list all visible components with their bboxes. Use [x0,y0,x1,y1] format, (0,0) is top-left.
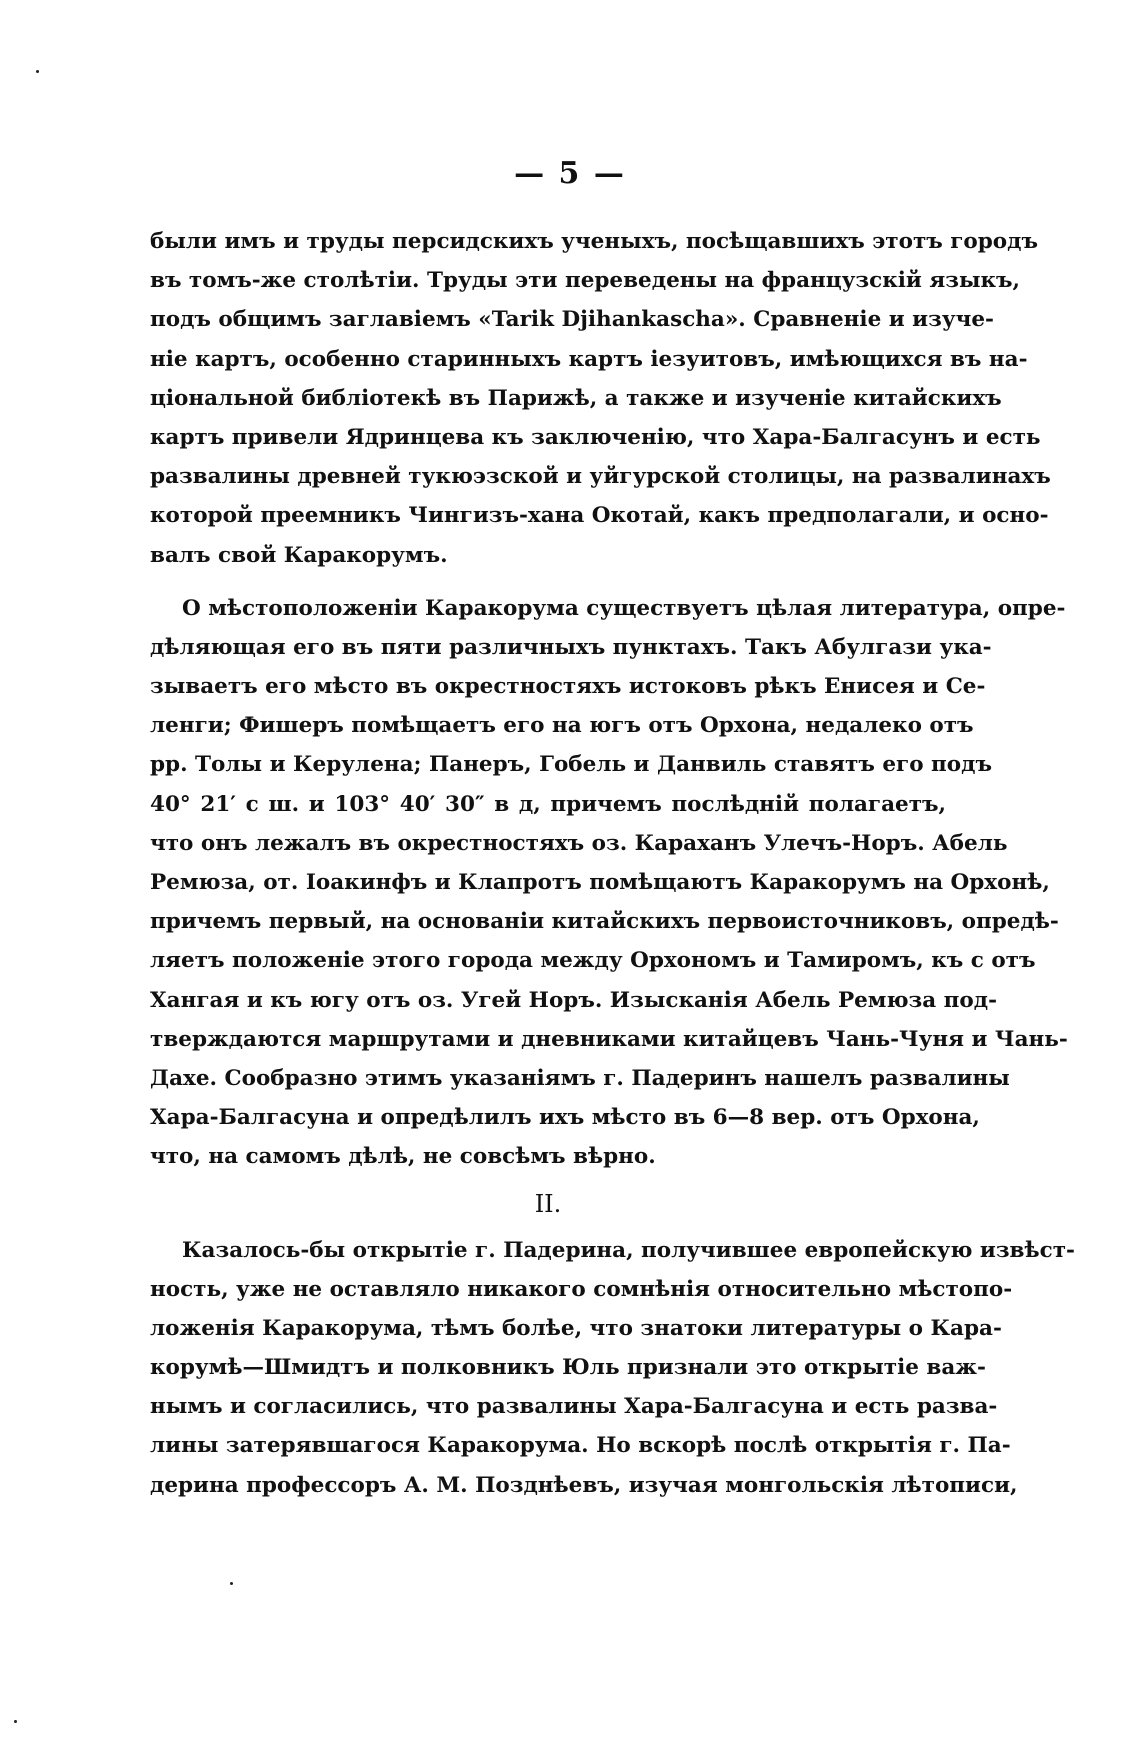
text-line: были имъ и труды персидскихъ ученыхъ, посѣщавшихъ этотъ городъ [150,229,1038,254]
text-line: ніе картъ, особенно старинныхъ картъ іезуитовъ, имѣющихся въ на- [150,346,1028,372]
text-line: дерина профессоръ А. М. Позднѣевъ, изучая монгольскія лѣтописи, [150,1472,1018,1498]
paragraph-3 [150,1231,1075,1505]
text-line: ціональной библіотекѣ въ Парижѣ, а также и изученіе китайскихъ [150,385,1002,411]
text-line: развалины древней тукюэзской и уйгурской столицы, на развалинахъ [150,464,1051,490]
text-line: Казалось-бы открытіе г. Падерина, получившее европейскую извѣст- [182,1237,1075,1263]
text-line: что онъ лежалъ въ окрестностяхъ оз. Караханъ Улечъ-Норъ. Абель [150,830,1008,856]
text-line: Ремюза, от. Іоакинфъ и Клапротъ помѣщаютъ Каракорумъ на Орхонѣ, [150,870,1050,895]
text-line: Дахе. Сообразно этимъ указаніямъ г. Падеринъ нашелъ развалины [150,1065,1010,1091]
paragraph-2 [150,589,1068,1177]
text-line: О мѣстоположеніи Каракорума существуетъ цѣлая литература, опре- [182,595,1066,621]
text-line: тверждаются маршрутами и дневниками китайцевъ Чань-Чуня и Чань- [150,1026,1068,1052]
text-line: дѣляющая его въ пяти различныхъ пунктахъ. Такъ Абулгази ука- [150,634,992,660]
scan-speck [14,1720,17,1723]
text-line: корумѣ—Шмидтъ и полковникъ Юль признали это открытіе важ- [150,1355,986,1381]
text-line: зываетъ его мѣсто въ окрестностяхъ истоковъ рѣкъ Енисея и Се- [150,674,986,700]
text-line: ложенія Каракорума, тѣмъ болѣе, что знатоки литературы о Кара- [150,1315,1002,1341]
text-line: нымъ и согласились, что развалины Хара-Балгасуна и есть разва- [150,1394,998,1420]
text-line: ленги; Фишеръ помѣщаетъ его на югъ отъ Орхона, недалеко отъ [150,713,974,739]
text-line: Хангая и къ югу отъ оз. Угей Норъ. Изысканія Абель Ремюза под- [150,987,997,1013]
text-line: ность, уже не оставляло никакого сомнѣнія относительно мѣстопо- [150,1276,1013,1302]
body-text [150,222,1075,1505]
section-heading: II. [534,1189,562,1218]
paragraph-1 [150,222,1051,575]
text-line: валъ свой Каракорумъ. [150,542,448,568]
text-line: въ томъ-же столѣтіи. Труды эти переведены на французскій языкъ, [150,268,1021,294]
page-number: — 5 — [514,156,626,191]
text-line: ляетъ положеніе этого города между Орхономъ и Тамиромъ, къ с отъ [150,948,1036,974]
text-line: причемъ первый, на основаніи китайскихъ первоисточниковъ, опредѣ- [150,909,1059,935]
text-line: подъ общимъ заглавіемъ «Tarik Djihankascha». Сравненіе и изуче- [150,307,994,333]
text-line: которой преемникъ Чингизъ-хана Окотай, какъ предполагали, и осно- [150,503,1049,529]
text-line: Хара-Балгасуна и опредѣлилъ ихъ мѣсто въ 6—8 вер. отъ Орхона, [150,1105,980,1131]
scan-speck [36,70,39,73]
text-line: лины затерявшагося Каракорума. Но вскорѣ послѣ открытія г. Па- [150,1433,1011,1459]
text-line: картъ привели Ядринцева къ заключенію, что Хара-Балгасунъ и есть [150,424,1041,450]
text-line: рр. Толы и Керулена; Панеръ, Гобель и Данвиль ставятъ его подъ [150,752,992,778]
scan-speck [230,1582,233,1585]
text-line: 40° 21′ с ш. и 103° 40′ 30″ в д, причемъ послѣдній полагаетъ, [150,791,946,817]
text-line: что, на самомъ дѣлѣ, не совсѣмъ вѣрно. [150,1144,656,1170]
